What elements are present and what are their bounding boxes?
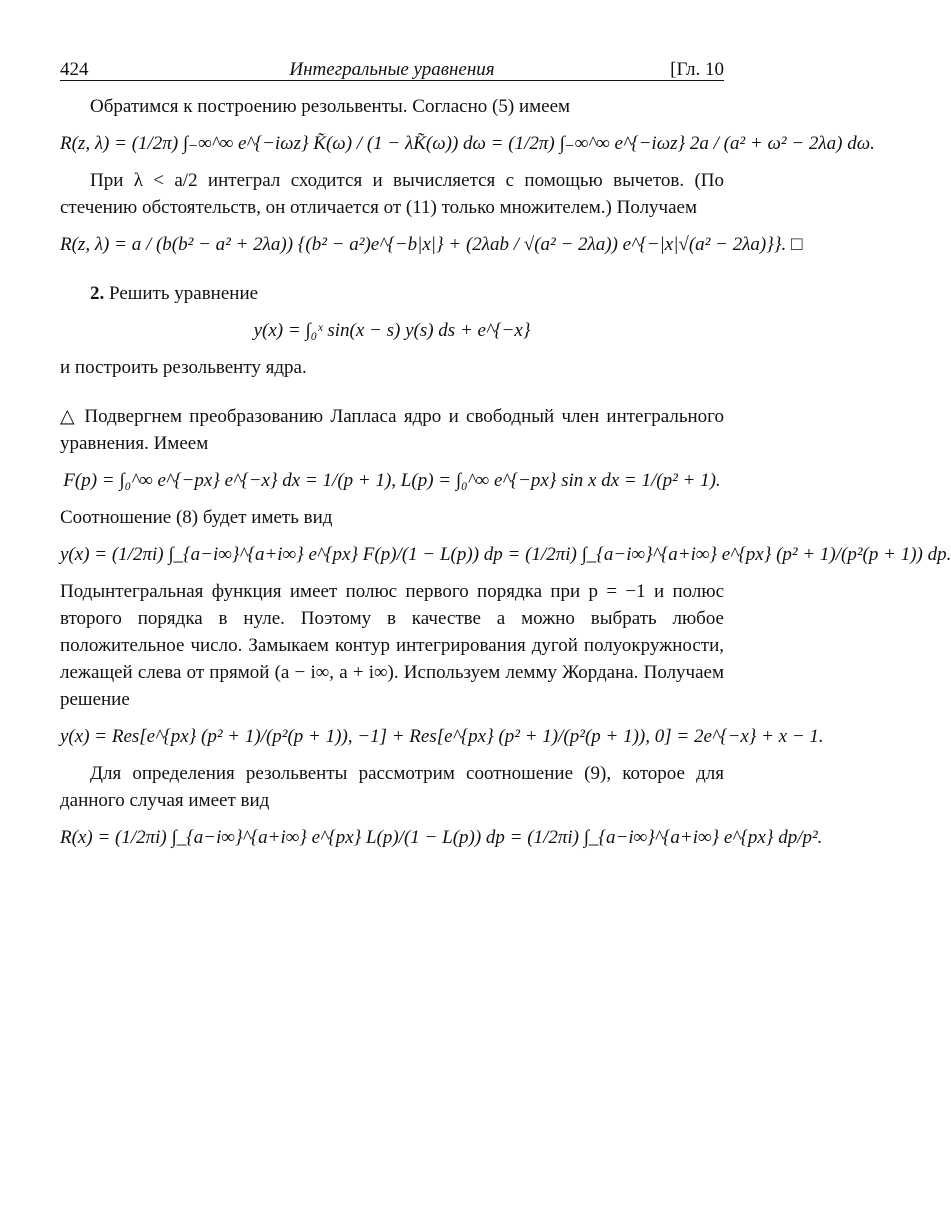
paragraph-relation: Соотношение (8) будет иметь вид: [60, 507, 333, 528]
equation-laplace-transforms: F(p) = ∫₀^∞ e^{−px} e^{−x} dx = 1/(p + 1), L(p) = ∫₀^∞ e^{−px} sin x dx = 1/(p² + 1).: [63, 470, 721, 491]
paragraph-residues: При λ < a/2 интеграл сходится и вычисляется с помощью вычетов. (По стечению обстоятельств, он отличается от (11) только множителем.) Получаем: [60, 170, 724, 218]
problem-number: 2.: [90, 283, 105, 304]
chapter-label: [Гл. 10: [670, 59, 724, 80]
running-header: [60, 56, 724, 81]
equation-resolvent-kernel: R(x) = (1/2πi) ∫_{a−i∞}^{a+i∞} e^{px} L(p)/(1 − L(p)) dp = (1/2πi) ∫_{a−i∞}^{a+i∞} e^{px} dp/p².: [60, 827, 823, 848]
equation-resolvent-integral: R(z, λ) = (1/2π) ∫₋∞^∞ e^{−iωz} K̃(ω) / (1 − λK̃(ω)) dω = (1/2π) ∫₋∞^∞ e^{−iωz} 2a / (a² + ω² − 2λa) dω.: [60, 133, 875, 154]
equation-inverse-transform: y(x) = (1/2πi) ∫_{a−i∞}^{a+i∞} e^{px} F(p)/(1 − L(p)) dp = (1/2πi) ∫_{a−i∞}^{a+i∞} e^{px} (p² + 1)/(p²(p + 1)) dp.: [60, 544, 951, 565]
equation-solution: y(x) = Res[e^{px} (p² + 1)/(p²(p + 1)), −1] + Res[e^{px} (p² + 1)/(p²(p + 1)), 0] = 2e^{−x} + x − 1.: [60, 726, 824, 747]
equation-volterra: y(x) = ∫₀ˣ sin(x − s) y(s) ds + e^{−x}: [253, 320, 531, 341]
paragraph-laplace: △ Подвергнем преобразованию Лапласа ядро и свободный член интегрального уравнения. Имеем: [60, 406, 724, 454]
problem-text: Решить уравнение: [109, 283, 259, 304]
paragraph-resolvent-def: Для определения резольвенты рассмотрим соотношение (9), которое для данного случая имеет вид: [60, 763, 724, 811]
paragraph-poles: Подынтегральная функция имеет полюс первого порядка при p = −1 и полюс второго порядка в нуле. Поэтому в качестве a можно выбрать любое положительное число. Замыкаем контур интегрирования дугой полуокружности, лежащей слева от прямой (a − i∞, a + i∞). Используем лемму Жордана. Получаем решение: [60, 581, 724, 710]
page-number: 424: [60, 59, 89, 80]
paragraph-intro: Обратимся к построению резольвенты. Согласно (5) имеем: [90, 96, 571, 117]
problem-statement: [60, 280, 724, 307]
running-title: Интегральные уравнения: [289, 59, 495, 80]
paragraph-build-resolvent: и построить резольвенту ядра.: [60, 357, 307, 378]
book-page: [60, 56, 951, 851]
equation-resolvent-result: R(z, λ) = a / (b(b² − a² + 2λa)) {(b² − a²)e^{−b|x|} + (2λab / √(a² − 2λa)) e^{−|x|√(a² − 2λa)}}. □: [60, 234, 803, 255]
